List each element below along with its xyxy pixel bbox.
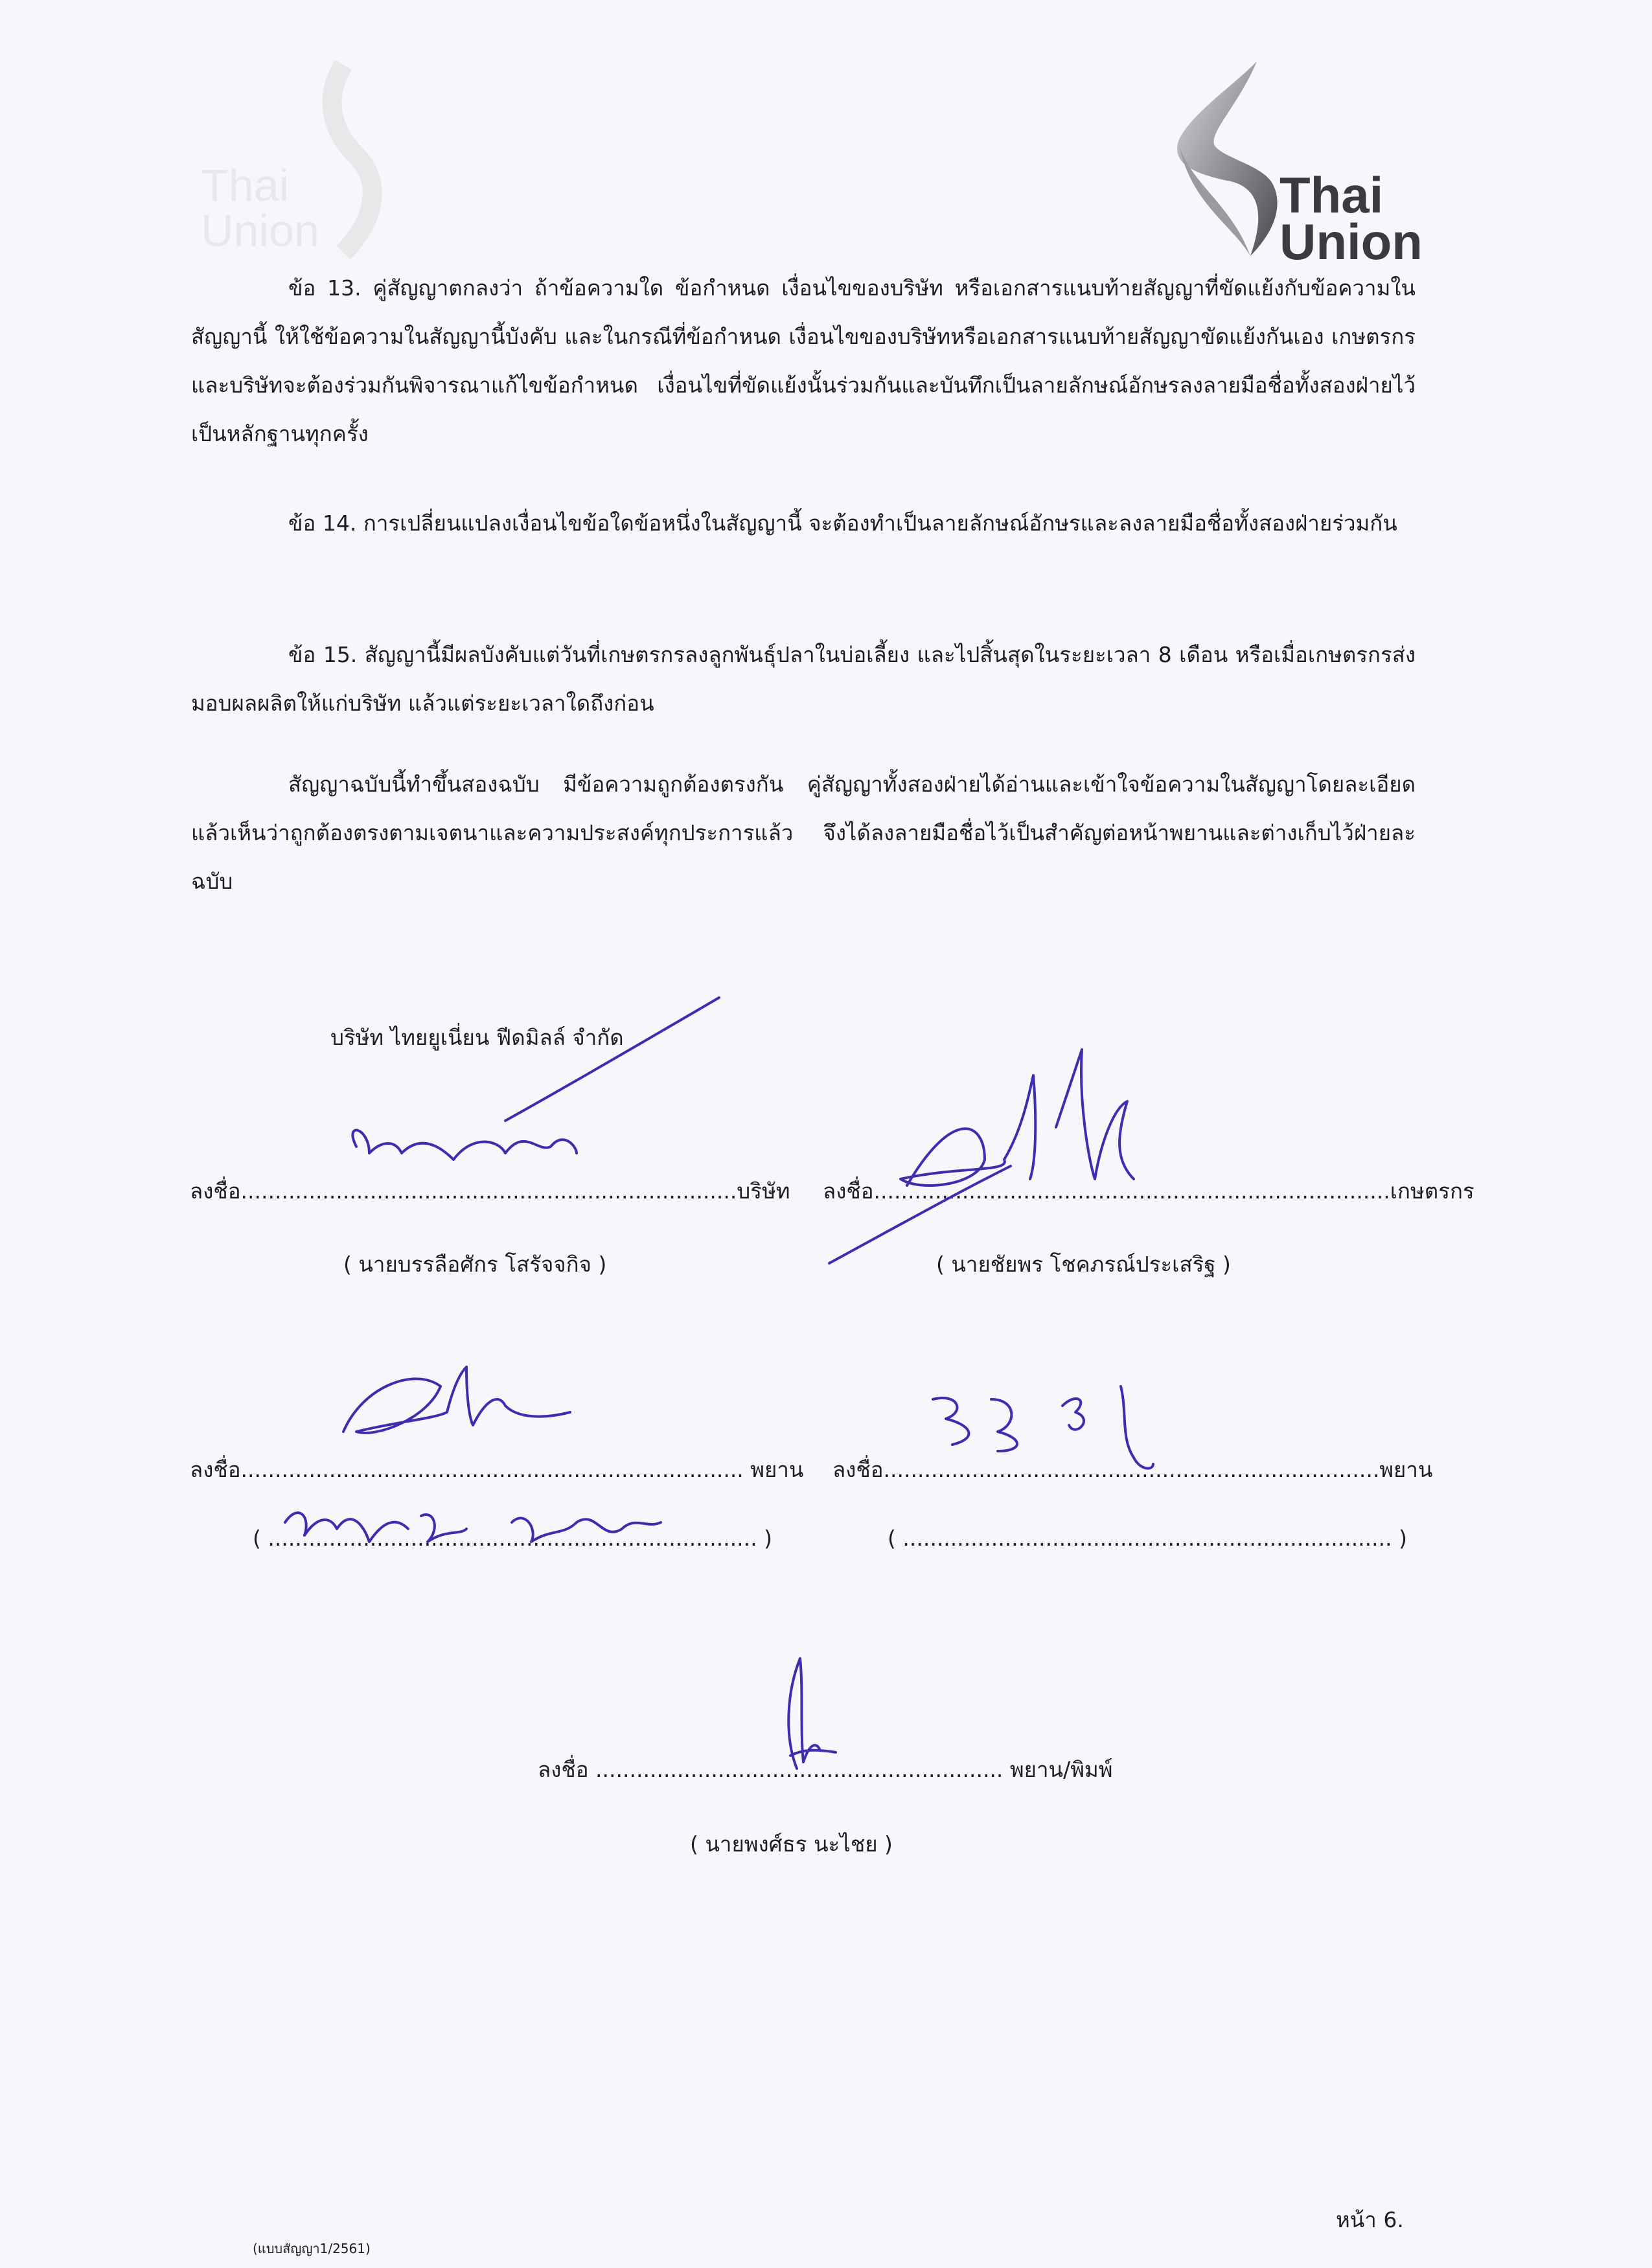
company-signature-line: ลงชื่อ.........................................................................บริษัท [190, 1178, 790, 1204]
logo-text [1279, 166, 1423, 270]
witness-3-signature-line: ลงชื่อ ............................................................ พยาน/พิมพ์ [538, 1757, 1113, 1782]
farmer-signature-line: ลงชื่อ............................................................................เกษตรกร [823, 1178, 1474, 1204]
logo-line-2: Union [1279, 213, 1423, 270]
witness-1-signature-icon [337, 1347, 583, 1445]
form-code: (แบบสัญญา1/2561) [253, 2241, 371, 2256]
closing-paragraph [191, 760, 1416, 906]
company-signature-icon [330, 991, 745, 1205]
witness-2-name: ( ........................................................................ ) [888, 1526, 1407, 1551]
page-number: หน้า 6. [1336, 2207, 1404, 2232]
logo-line-1: Thai [1279, 166, 1384, 223]
farmer-signer-name: ( นายชัยพร โชคภรณ์ประเสริฐ ) [936, 1252, 1231, 1277]
clause-15 [191, 630, 1416, 727]
company-name: บริษัท ไทยยูเนี่ยน ฟีดมิลล์ จำกัด [330, 1025, 624, 1050]
witness-1-signature-line: ลงชื่อ.......................................................................... พยาน [190, 1457, 804, 1482]
witness-1-name: ( ........................................................................ ) [253, 1526, 772, 1551]
ghost-logo-icon [194, 58, 441, 266]
company-signer-name: ( นายบรรลือศักร โสรัจจกิจ ) [343, 1252, 607, 1277]
clause-15-text: ข้อ 15. สัญญานี้มีผลบังคับแต่วันที่เกษตรกรลงลูกพันธุ์ปลาในบ่อเลี้ยง และไปสิ้นสุดในระยะเวลา 8 เดือน หรือเมื่อเกษตรกรส่งมอบผลผลิตให้แก่บริษัท แล้วแต่ระยะเวลาใดถึงก่อน [191, 642, 1416, 716]
closing-paragraph-text: สัญญาฉบับนี้ทำขึ้นสองฉบับ มีข้อความถูกต้องตรงกัน คู่สัญญาทั้งสองฝ่ายได้อ่านและเข้าใจข้อความในสัญญาโดยละเอียดแล้วเห็นว่าถูกต้องตรงตามเจตนาและความประสงค์ทุกประการแล้ว จึงได้ลงลายมือชื่อไว้เป็นสำคัญต่อหน้าพยานและต่างเก็บไว้ฝ่ายละฉบับ [191, 772, 1416, 894]
witness-3-name: ( นายพงศ์ธร นะไชย ) [690, 1831, 893, 1857]
witness-1-name-handwriting-icon [272, 1490, 674, 1568]
clause-14-text: ข้อ 14. การเปลี่ยนแปลงเงื่อนไขข้อใดข้อหนึ่งในสัญญานี้ จะต้องทำเป็นลายลักษณ์อักษรและลงลายมือชื่อทั้งสองฝ่ายร่วมกัน [288, 510, 1397, 536]
witness-2-signature-line: ลงชื่อ.........................................................................พยาน [832, 1457, 1433, 1482]
clause-14 [191, 499, 1416, 547]
witness-3-signature-icon [764, 1652, 842, 1775]
svg-text:Union: Union [201, 205, 319, 256]
clause-13-text: ข้อ 13. คู่สัญญาตกลงว่า ถ้าข้อความใด ข้อกำหนด เงื่อนไขของบริษัท หรือเอกสารแนบท้ายสัญญาที่ขัดแย้งกับข้อความในสัญญานี้ ให้ใช้ข้อความในสัญญานี้บังคับ และในกรณีที่ข้อกำหนด เงื่อนไขของบริษัทหรือเอกสารแนบท้ายสัญญาขัดแย้งกันเอง เกษตรกรและบริษัทจะต้องร่วมกันพิจารณาแก้ไขข้อกำหนด เงื่อนไขที่ขัดแย้งนั้นร่วมกันและบันทึกเป็นลายลักษณ์อักษรลงลายมือชื่อทั้งสองฝ่ายไว้เป็นหลักฐานทุกครั้ง [191, 275, 1416, 446]
farmer-signature-icon [790, 1030, 1192, 1289]
witness-2-signature-icon [920, 1373, 1192, 1483]
clause-13 [191, 264, 1416, 458]
svg-text:Thai: Thai [201, 160, 290, 211]
